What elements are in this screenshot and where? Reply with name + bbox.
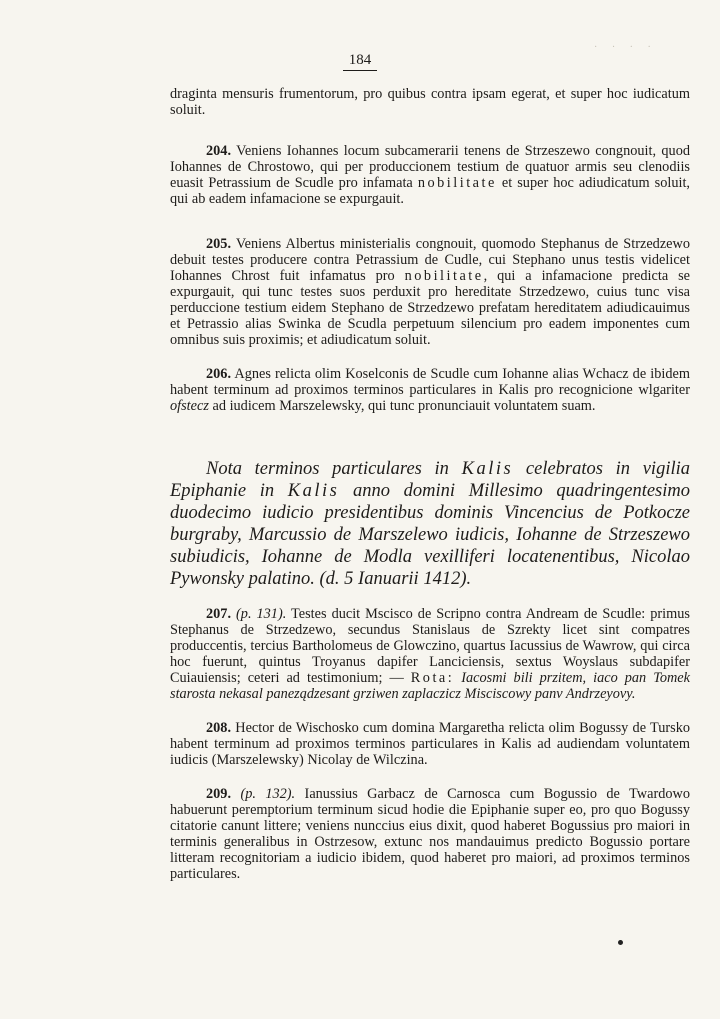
page-number: 184: [0, 52, 720, 69]
page-body: [170, 86, 690, 882]
entry-206: 206. Agnes relicta olim Koselconis de Scudle cum Iohanne alias Wchacz de ibidem habent terminum ad proximos terminos particulares in Kalis pro recognicione wlgariter ofstecz ad iudicem Marszelewsky, qui tunc pronunciauit voluntatem suam.: [170, 366, 690, 414]
entry-number: 206.: [206, 366, 232, 382]
entry-number: 208.: [206, 720, 232, 736]
entry-205: 205. Veniens Albertus ministerialis congnouit, quomodo Stephanus de Strzedzewo debuit testes producere contra Petrassium de Cudle, cui Stephano unus testis videlicet Iohannes Chrost fuit infamatus pro nobilitate, qui a infamacione predicta se expurgauit, qui tunc testes suos perduxit pro hereditate Strzedzewo, cuius tunc visa perduccione testium eidem Stephano de Strzedzewo prefatam hereditatem adiudicauimus et Petrassio alias Swinka de Scudla perpetuum silencium pro eadem imponentes cum omnibus suis proximis; et adiudicatum soluit.: [170, 236, 690, 348]
entry-number: 205.: [206, 236, 232, 252]
paragraph-continuation: draginta mensuris frumentorum, pro quibus contra ipsam egerat, et super hoc iudicatum soluit.: [170, 86, 690, 118]
page-reference: (p. 131).: [231, 606, 287, 622]
entry-209: 209. (p. 132). Ianussius Garbacz de Carnosca cum Bogussio de Twardowo habuerunt peremptorium terminum sicud hodie die Epiphanie super eo, pro quo Bogussy citatorie canunt littere; veniens nunccius eius dixit, quod haberet Bogussius pro maiori in terminis generalibus in Ostrzesow, extunc nos mandauimus predicto Bogussio portare litteram recognitoriam a iudicio ibidem, quod haberet pro maiori, ad proximos terminos particulares.: [170, 786, 690, 882]
entry-number: 209.: [206, 786, 232, 802]
entry-204: 204. Veniens Iohannes locum subcamerarii tenens de Strzeszewo congnouit, quod Iohannes de Chrostowo, qui per produccionem testium de quatuor armis seu clenodiis euasit Petrassium de Scudle pro infamata nobilitate et super hoc adiudicatum soluit, qui ab eadem infamacione se expurgauit.: [170, 143, 690, 207]
ink-spot: [618, 940, 623, 945]
entry-number: 207.: [206, 606, 232, 622]
entry-number: 204.: [206, 143, 232, 159]
page-reference: (p. 132).: [231, 786, 296, 802]
entry-207: 207. (p. 131). Testes ducit Mscisco de Scripno contra Andream de Scudle: primus Stephanus de Strzedzewo, secundus Stanislaus de Szrekty licet sint compatres produccentis, tercius Bartholomeus de Glowczino, quartus Iacussius de Wawrow, qui circa hoc fuerunt, quintus Troyanus dapifer Lanciciensis, sextus Woyslaus subdapifer Cuiauiensis; ceteri ad testimonium; — Rota: Iacosmi bili przitem, iaco pan Tomek starosta nekasal paneządzesant grziwen zaplaczicz Misciscowy panv Andrzeyovy.: [170, 606, 690, 702]
scan-noise: · · · ·: [594, 42, 657, 53]
section-heading: Nota terminos particulares in Kalis celebratos in vigilia Epiphanie in Kalis anno domini Millesimo quadringentesimo duodecimo iudicio presidentibus dominis Vincencius de Potkocze burgraby, Marcussio de Marszelewo iudicis, Iohanne de Strzeszewo subiudicis, Iohanne de Modla vexilliferi locatenentibus, Nicolao Pywonsky palatino. (d. 5 Ianuarii 1412).: [170, 459, 690, 589]
entry-208: 208. Hector de Wischosko cum domina Margaretha relicta olim Bogussy de Tursko habent terminum ad proximos terminos particulares in Kalis ad audiendam voluntatem iudicis (Marszelewsky) Nicolay de Wilczina.: [170, 720, 690, 768]
